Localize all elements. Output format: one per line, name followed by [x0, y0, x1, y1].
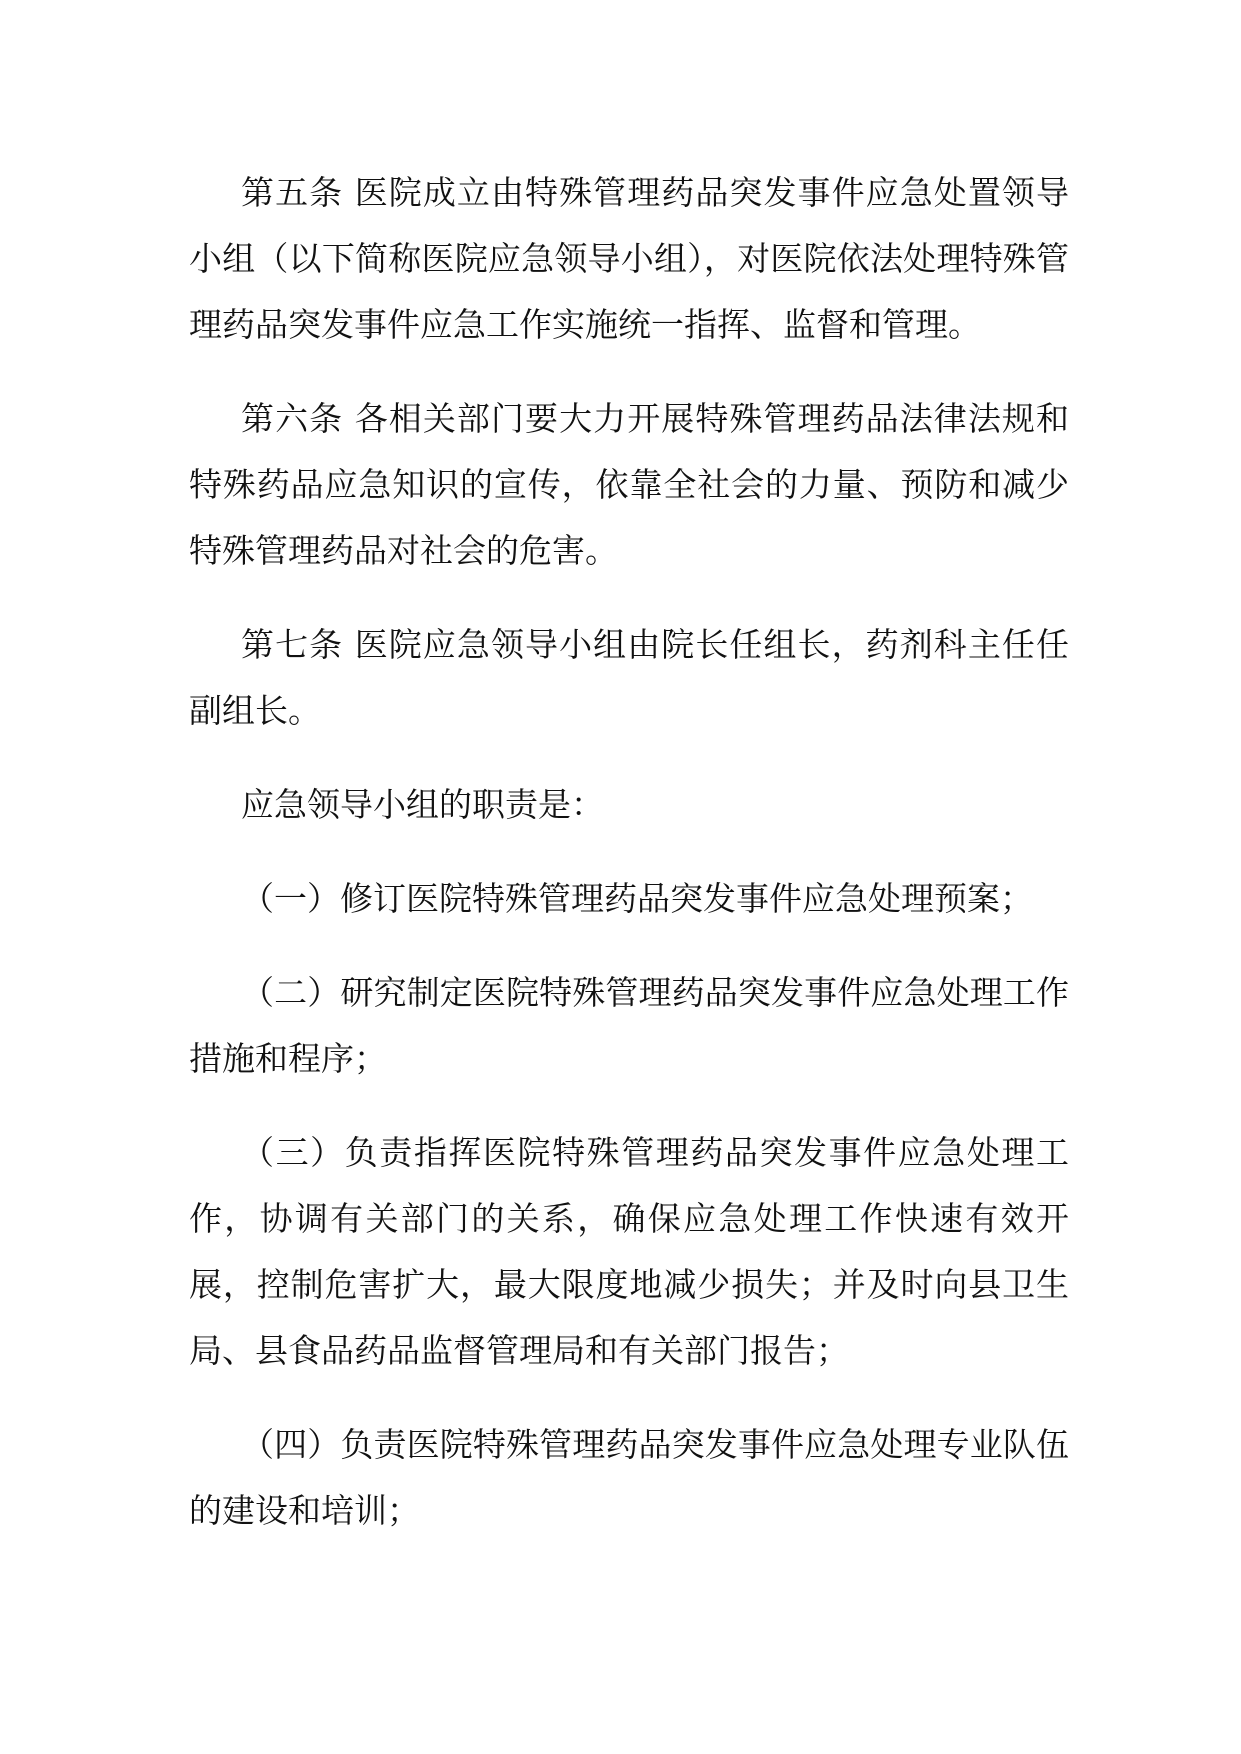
- document-body: [189, 160, 1069, 1572]
- article-7-paragraph: 第七条 医院应急领导小组由院长任组长，药剂科主任任副组长。: [189, 625, 1069, 730]
- article-5-paragraph: 第五条 医院成立由特殊管理药品突发事件应急处置领导小组（以下简称医院应急领导小组），对医院依法处理特殊管理药品突发事件应急工作实施统一指挥、监督和管理。: [189, 173, 1069, 344]
- article-6-paragraph: 第六条 各相关部门要大力开展特殊管理药品法律法规和特殊药品应急知识的宣传，依靠全社会的力量、预防和减少特殊管理药品对社会的危害。: [189, 399, 1069, 570]
- duty-item-4: （四）负责医院特殊管理药品突发事件应急处理专业队伍的建设和培训；: [189, 1425, 1069, 1530]
- duty-item-1: （一）修订医院特殊管理药品突发事件应急处理预案；: [241, 879, 1033, 918]
- duty-item-2: （二）研究制定医院特殊管理药品突发事件应急处理工作措施和程序；: [189, 973, 1069, 1078]
- duty-item-3: （三）负责指挥医院特殊管理药品突发事件应急处理工作，协调有关部门的关系，确保应急处理工作快速有效开展，控制危害扩大，最大限度地减少损失；并及时向县卫生局、县食品药品监督管理局和有关部门报告；: [189, 1133, 1069, 1370]
- duties-intro-paragraph: 应急领导小组的职责是：: [241, 785, 604, 824]
